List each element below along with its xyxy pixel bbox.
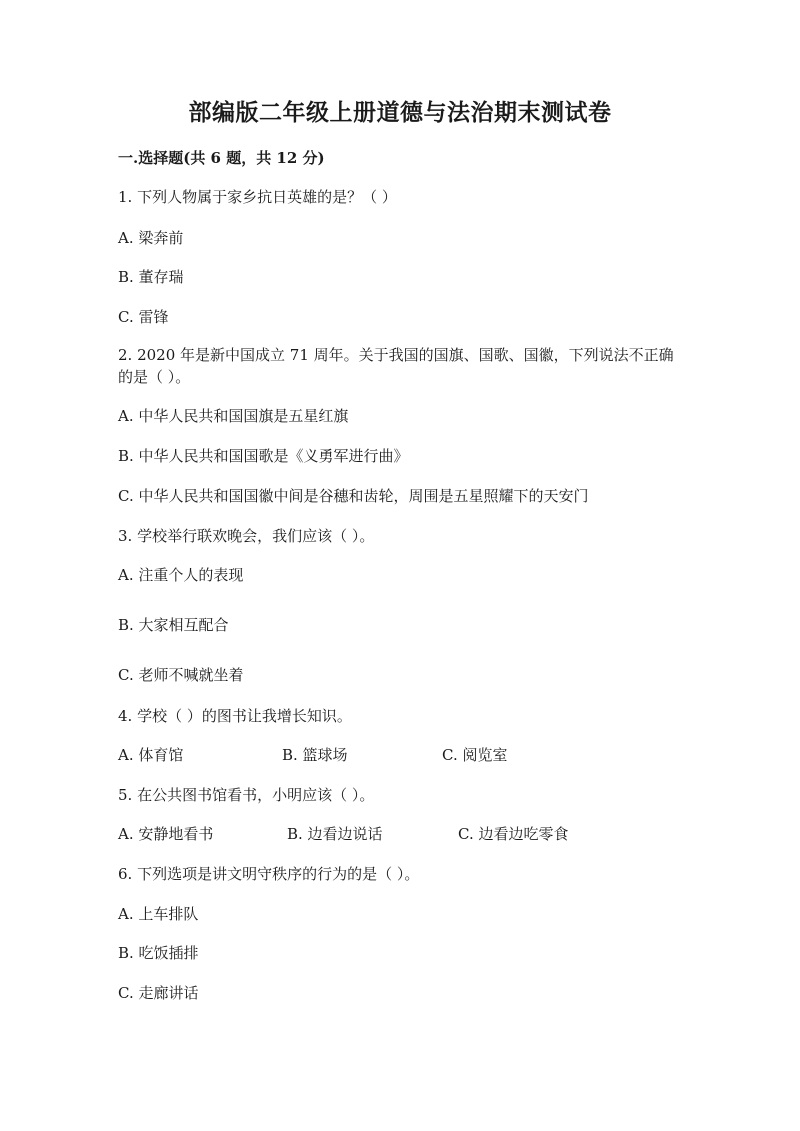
question-4-stem: 4. 学校（ ）的图书让我增长知识。 [118, 707, 352, 725]
question-6-option-a: A. 上车排队 [118, 905, 199, 923]
question-5-stem: 5. 在公共图书馆看书，小明应该（ ）。 [118, 786, 375, 804]
question-3-option-c: C. 老师不喊就坐着 [118, 666, 244, 684]
question-5-options [118, 823, 718, 845]
question-5-option-a: A. 安静地看书 [118, 825, 214, 843]
question-2-option-a: A. 中华人民共和国国旗是五星红旗 [118, 407, 349, 425]
question-4-option-a: A. 体育馆 [118, 746, 184, 764]
question-5-option-b: B. 边看边说话 [287, 825, 383, 843]
section-heading: 一.选择题(共 6 题，共 12 分) [118, 149, 325, 167]
question-1-option-c: C. 雷锋 [118, 308, 169, 326]
page-title: 部编版二年级上册道德与法治期末测试卷 [188, 99, 612, 126]
question-6-stem: 6. 下列选项是讲文明守秩序的行为的是（ ）。 [118, 865, 420, 883]
question-3-option-b: B. 大家相互配合 [118, 616, 229, 634]
question-5-option-c: C. 边看边吃零食 [458, 825, 569, 843]
question-2-option-c: C. 中华人民共和国国徽中间是谷穗和齿轮，周围是五星照耀下的天安门 [118, 487, 589, 505]
question-1-stem: 1. 下列人物属于家乡抗日英雄的是？（ ） [118, 188, 397, 206]
question-1-option-a: A. 梁奔前 [118, 229, 184, 247]
question-2-option-b: B. 中华人民共和国国歌是《义勇军进行曲》 [118, 447, 409, 465]
question-4-option-c: C. 阅览室 [442, 746, 508, 764]
question-6-option-b: B. 吃饭插排 [118, 944, 199, 962]
question-4-option-b: B. 篮球场 [282, 746, 348, 764]
question-3-option-a: A. 注重个人的表现 [118, 566, 244, 584]
question-6-option-c: C. 走廊讲话 [118, 984, 199, 1002]
question-2-stem: 2. 2020 年是新中国成立 71 周年。关于我国的国旗、国歌、国徽，下列说法不正确的是（ ）。 [118, 346, 674, 386]
question-4-options [118, 744, 718, 766]
question-3-stem: 3. 学校举行联欢晚会，我们应该（ ）。 [118, 527, 375, 545]
question-1-option-b: B. 董存瑞 [118, 268, 184, 286]
